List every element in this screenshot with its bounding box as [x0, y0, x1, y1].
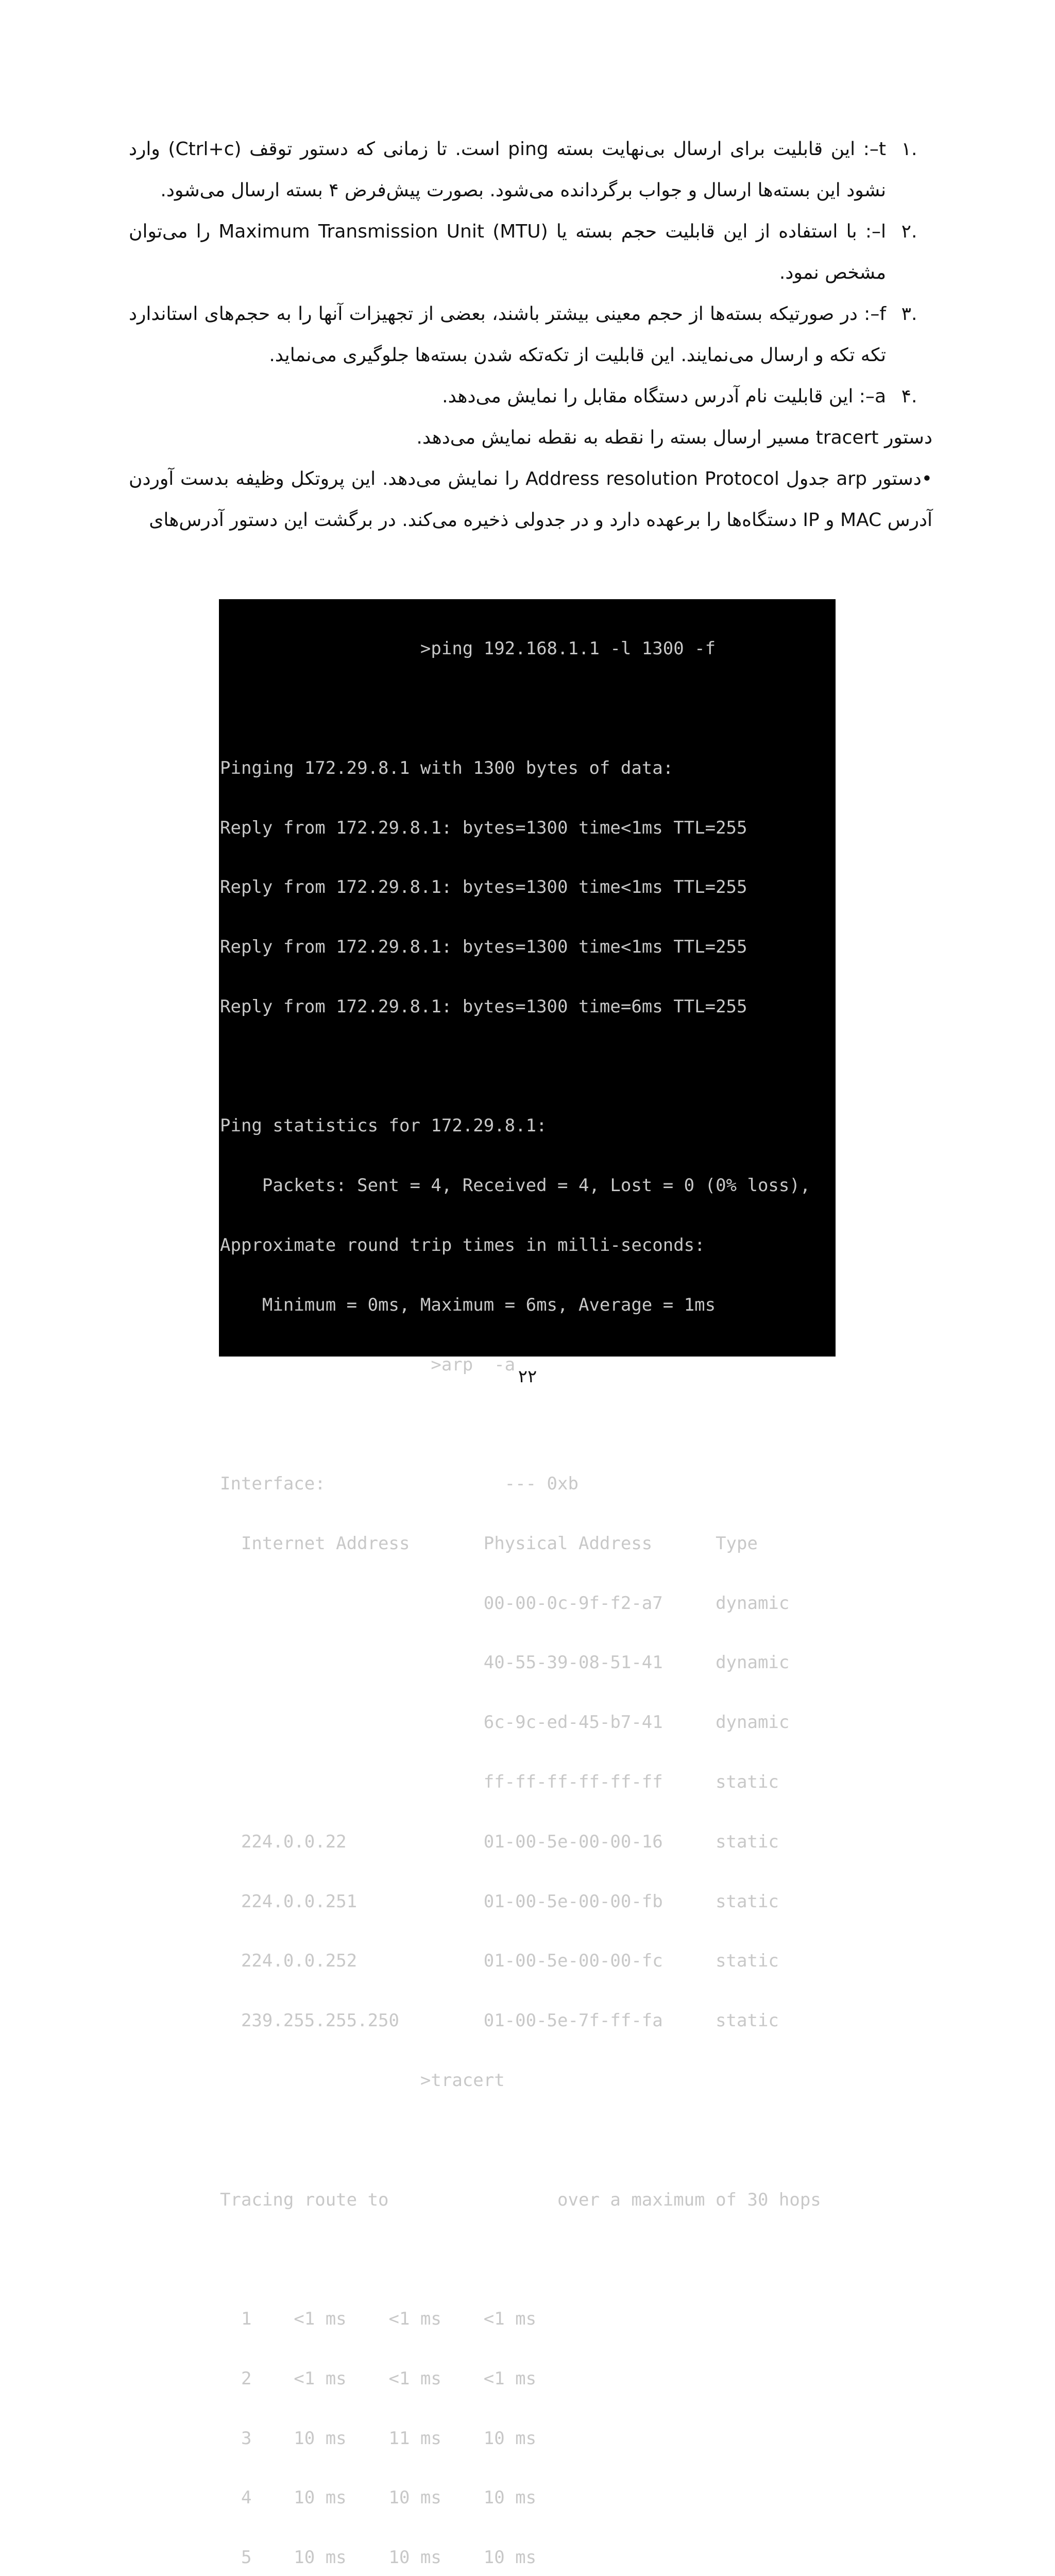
list-item — [129, 129, 932, 211]
terminal-line — [220, 2130, 836, 2150]
terminal-line: Interface: --- 0xb — [220, 1473, 578, 1495]
list-text: f–: در صورتیکه بسته‌ها از حجم معینی بیشتر باشند، بعضی از تجهیزات آنها را به حجم‌های استاندارد تکه تکه و ارسال می‌نمایند. این قابلیت از تکه‌تکه شدن بسته‌ها جلوگیری می‌نماید. — [129, 303, 886, 366]
list-number: .۳ — [901, 303, 917, 325]
terminal-line — [220, 1057, 836, 1077]
arp-paragraph: •دستور arp جدول Address resolution Protocol را نمایش می‌دهد. این پروتکل وظیفه بدست آوردن آدرس MAC و IP دستگاه‌ها را برعهده دارد و در جدولی ذخیره می‌کند. در برگشت این دستور آدرس‌های — [129, 468, 933, 531]
terminal-line: 00-00-0c-9f-f2-a7 dynamic — [220, 1592, 790, 1614]
terminal-line: Tracing route to over a maximum of 30 hops — [220, 2189, 821, 2210]
terminal-line — [220, 1414, 836, 1434]
terminal-line: Pinging 172.29.8.1 with 1300 bytes of data: — [220, 757, 674, 778]
page-number: ۲۲ — [518, 1366, 537, 1387]
terminal-line: 224.0.0.252 01-00-5e-00-00-fc static — [220, 1951, 779, 1972]
terminal-line: 40-55-39-08-51-41 dynamic — [220, 1652, 790, 1673]
terminal-line: 224.0.0.251 01-00-5e-00-00-fb static — [220, 1891, 779, 1912]
terminal-line: Reply from 172.29.8.1: bytes=1300 time<1ms TTL=255 — [220, 817, 747, 838]
terminal-line: Reply from 172.29.8.1: bytes=1300 time=6ms TTL=255 — [220, 996, 747, 1017]
list-item — [129, 211, 932, 294]
terminal-line: Reply from 172.29.8.1: bytes=1300 time<1ms TTL=255 — [220, 877, 747, 898]
terminal-line: 239.255.255.250 01-00-5e-7f-ff-fa static — [220, 2010, 779, 2031]
terminal-line: ff-ff-ff-ff-ff-ff static — [220, 1772, 779, 1793]
list-item — [129, 376, 932, 417]
terminal-line: Minimum = 0ms, Maximum = 6ms, Average = 1ms — [220, 1294, 716, 1315]
terminal-line: Approximate round trip times in milli-seconds: — [220, 1235, 705, 1256]
terminal-line — [220, 699, 836, 719]
list-number: .۴ — [901, 386, 917, 407]
terminal-line: 2 <1 ms <1 ms <1 ms — [220, 2368, 537, 2389]
terminal-line: >arp -a — [220, 1354, 516, 1375]
terminal-line: 6c-9c-ed-45-b7-41 dynamic — [220, 1712, 790, 1733]
terminal-line: 224.0.0.22 01-00-5e-00-00-16 static — [220, 1831, 779, 1852]
list-text: l–: با استفاده از این قابلیت حجم بسته یا (Maximum Transmission Unit (MTU را می‌توان مشخص نمود. — [129, 221, 887, 283]
terminal-line: 3 10 ms 11 ms 10 ms — [220, 2428, 537, 2449]
terminal-line: Internet Address Physical Address Type — [220, 1533, 758, 1554]
list-text: t–: این قابلیت برای ارسال بی‌نهایت بسته ping است. تا زمانی که دستور توقف (Ctrl+c) وارد نشود این بسته‌ها ارسال و جواب برگردانده می‌شود. بصورت پیش‌فرض ۴ بسته ارسال می‌شود. — [129, 139, 887, 201]
list-item — [129, 294, 932, 376]
terminal-line: 1 <1 ms <1 ms <1 ms — [220, 2309, 537, 2330]
terminal-line: >tracert — [220, 2070, 505, 2091]
terminal-line — [220, 2249, 836, 2269]
tracert-paragraph: دستور tracert مسیر ارسال بسته را نقطه به نقطه نمایش می‌دهد. — [416, 427, 932, 448]
terminal-line: Packets: Sent = 4, Received = 4, Lost = 0 (0% loss), — [220, 1175, 811, 1196]
list-number: .۱ — [901, 139, 917, 160]
terminal-line: 4 10 ms 10 ms 10 ms — [220, 2487, 537, 2509]
list-text: a–: این قابلیت نام آدرس دستگاه مقابل را نمایش می‌دهد. — [442, 386, 886, 407]
terminal-line: Ping statistics for 172.29.8.1: — [220, 1115, 547, 1137]
terminal-line: >ping 192.168.1.1 -l 1300 -f — [220, 638, 716, 659]
list-number: .۲ — [901, 221, 917, 242]
terminal-line: Reply from 172.29.8.1: bytes=1300 time<1ms TTL=255 — [220, 937, 747, 958]
document-body — [129, 129, 932, 541]
terminal-line: 5 10 ms 10 ms 10 ms — [220, 2547, 537, 2568]
